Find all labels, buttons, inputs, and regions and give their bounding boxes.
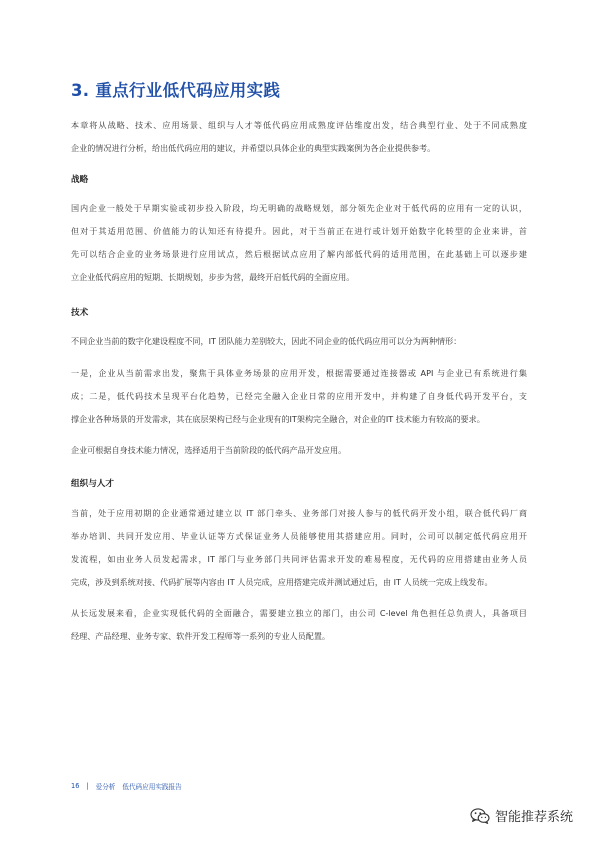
org-line: 举办培训、共同开发应用、毕业认证等方式保证业务人员能够使用其搭建应用。同时，公司可以制定低代码应用开 [71, 531, 527, 541]
org-line: 当前，处于应用初期的企业通常通过建立以 IT 部门牵头、业务部门对接人参与的低代码开发小组，联合低代码厂商 [71, 508, 527, 518]
section-heading-org: 组织与人才 [71, 479, 114, 489]
strategy-line: 立企业低代码应用的短期、长期规划，步步为营，最终开启低代码的全面应用。 [71, 272, 355, 282]
org-line: 从长远发展来看，企业实现低代码的全面融合，需要建立独立的部门，由公司 C-level 角色担任总负责人，具备项目 [71, 608, 527, 618]
tech-line: 不同企业当前的数字化建设程度不同，IT 团队能力差别较大，因此不同企业的低代码应用可以分为两种情形： [71, 336, 462, 346]
tech-paragraph-3 [71, 439, 527, 462]
tech-line: 一是，企业从当前需求出发，聚焦于具体业务场景的应用开发，根据需要通过连接器或 API 与企业已有系统进行集 [71, 368, 527, 378]
tech-line: 成；二是，低代码技术呈现平台化趋势，已经完全融入企业日常的应用开发中，并构建了自身低代码开发平台，支 [71, 391, 527, 401]
intro-paragraph [71, 114, 527, 160]
tech-paragraph-1 [71, 330, 527, 353]
org-line: 完成，涉及到系统对接、代码扩展等内容由 IT 人员完成，应用搭建完成并测试通过后，由 IT 人员统一完成上线发布。 [71, 577, 493, 587]
page-number: 16 [71, 782, 80, 790]
chapter-title: 3. 重点行业低代码应用实践 [71, 81, 281, 100]
strategy-line: 但对于其适用范围、价值能力的认知还有待提升。因此，对于当前正在进行或计划开始数字化转型的企业来讲，首 [71, 226, 527, 236]
section-heading-tech: 技术 [71, 308, 89, 318]
tech-line: 撑企业各种场景的开发需求，其在底层架构已经与企业现有的IT架构完全融合，对企业的IT 技术能力有较高的要求。 [71, 414, 485, 424]
page-footer [71, 781, 182, 791]
watermark [470, 806, 573, 825]
org-line: 发流程，如由业务人员发起需求，IT 部门与业务部门共同评估需求开发的难易程度，无代码的应用搭建由业务人员 [71, 554, 527, 564]
org-paragraph-1 [71, 502, 527, 594]
strategy-line: 先可以结合企业的业务场景进行应用试点，然后根据试点应用了解内部低代码的适用范围，在此基础上可以逐步建 [71, 249, 527, 259]
tech-paragraph-2 [71, 362, 527, 431]
strategy-paragraph [71, 197, 527, 289]
watermark-text: 智能推荐系统 [495, 810, 574, 825]
wechat-icon [470, 808, 490, 824]
footer-report-name: 低代码应用实践报告 [122, 783, 182, 791]
footer-separator: | [86, 782, 89, 790]
footer-publisher: 爱分析 [95, 783, 116, 791]
strategy-line: 国内企业一般处于早期实验或初步投入阶段，均无明确的战略规划，部分领先企业对于低代码的应用有一定的认识， [71, 203, 527, 213]
section-heading-strategy: 战略 [71, 175, 89, 185]
intro-line: 本章将从战略、技术、应用场景、组织与人才等低代码应用成熟度评估维度出发，结合典型行业、处于不同成熟度 [71, 120, 527, 130]
org-line: 经理、产品经理、业务专家、软件开发工程师等一系列的专业人员配置。 [71, 631, 331, 641]
org-paragraph-2 [71, 602, 527, 648]
tech-line: 企业可根据自身技术能力情况，选择适用于当前阶段的低代码产品开发应用。 [71, 445, 347, 455]
intro-line: 企业的情况进行分析，给出低代码应用的建议，并希望以具体企业的典型实践案例为各企业提供参考。 [71, 143, 436, 153]
